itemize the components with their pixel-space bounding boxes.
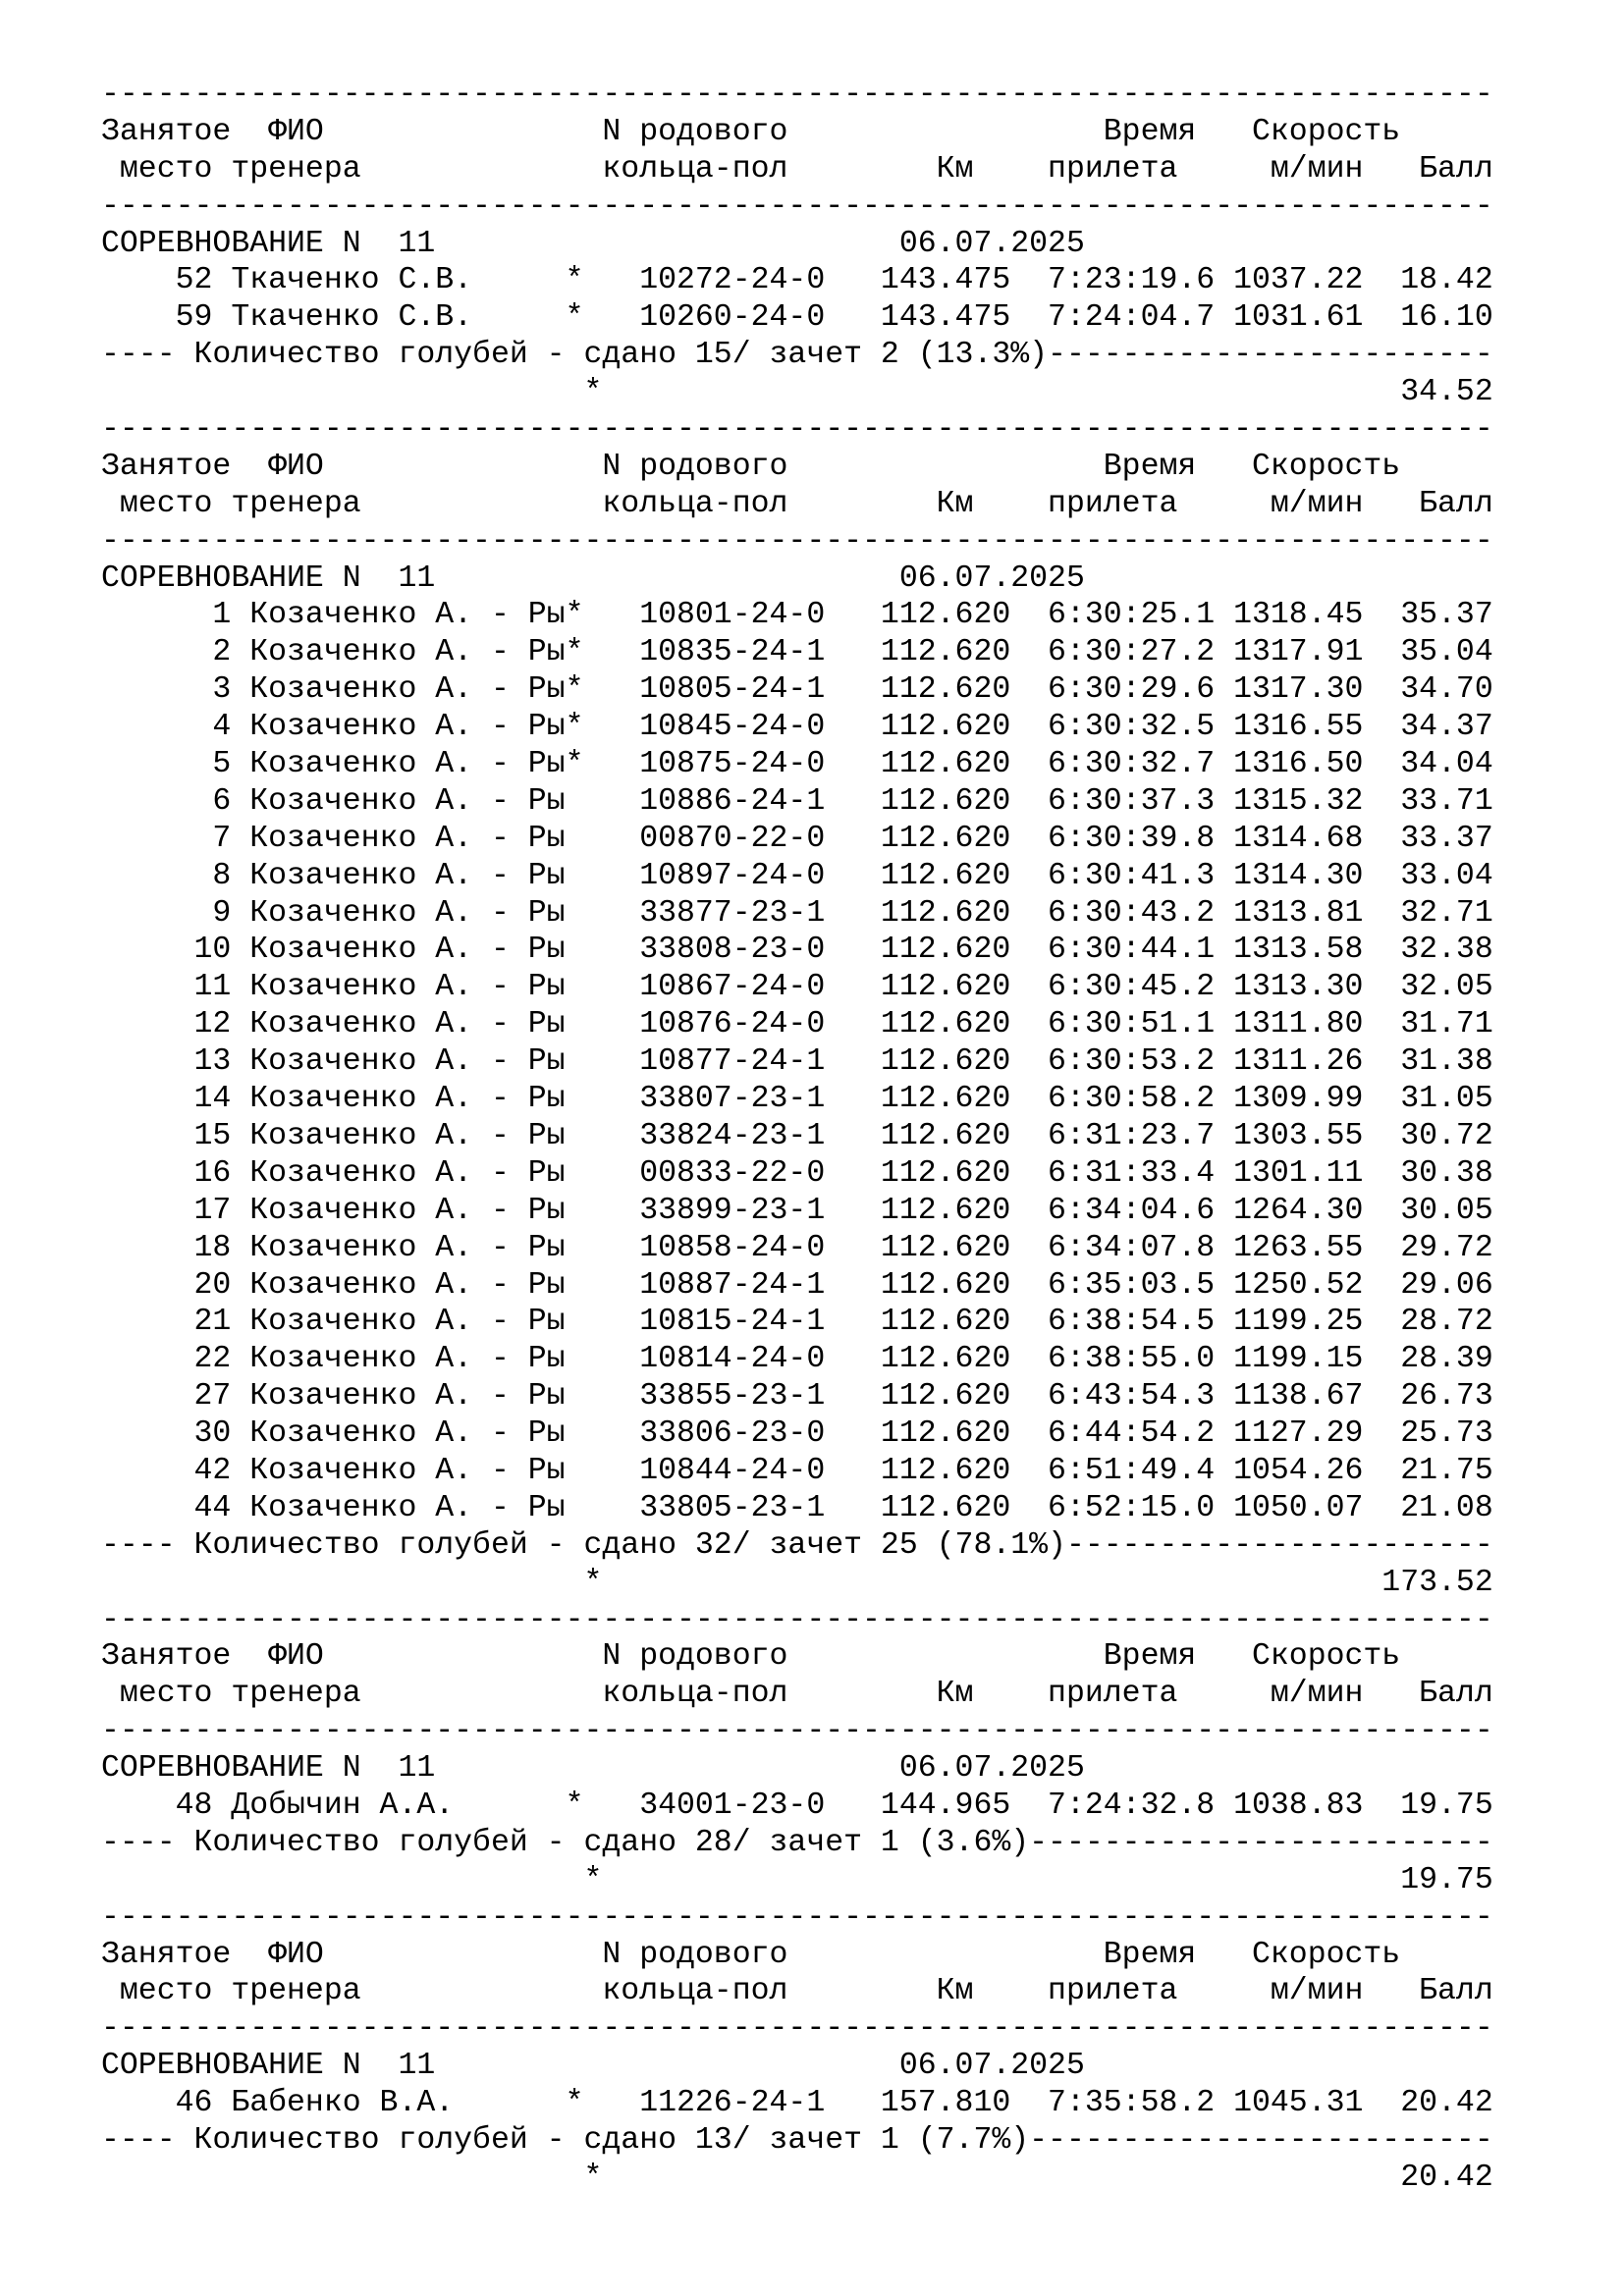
table-header-line-1: Занятое ФИО N родового Время Скорость [101,449,1493,484]
table-row: 21 Козаченко А. - Ры 10815-24-1 112.620 6:38:54.5 1199.25 28.72 [101,1305,1493,1340]
separator-line: --------------------------------------------------------------------------- [101,1714,1493,1749]
table-row: 11 Козаченко А. - Ры 10867-24-0 112.620 6:30:45.2 1313.30 32.05 [101,970,1493,1005]
table-row: 20 Козаченко А. - Ры 10887-24-1 112.620 6:35:03.5 1250.52 29.06 [101,1267,1493,1303]
table-row: 59 Ткаченко С.В. * 10260-24-0 143.475 7:24:04.7 1031.61 16.10 [101,300,1493,336]
table-header-line-2: место тренера кольца-пол Км прилета м/мин Балл [101,1974,1493,2009]
table-row: 48 Добычин А.А. * 34001-23-0 144.965 7:24:32.8 1038.83 19.75 [101,1788,1493,1823]
table-header-line-2: место тренера кольца-пол Км прилета м/мин Балл [101,486,1493,521]
table-row: 52 Ткаченко С.В. * 10272-24-0 143.475 7:23:19.6 1037.22 18.42 [101,263,1493,298]
race-results-report [101,77,1493,2197]
table-header-line-2: место тренера кольца-пол Км прилета м/мин Балл [101,151,1493,187]
table-header-line-1: Занятое ФИО N родового Время Скорость [101,1639,1493,1675]
table-row: 9 Козаченко А. - Ры 33877-23-1 112.620 6:30:43.2 1313.81 32.71 [101,895,1493,931]
table-row: 27 Козаченко А. - Ры 33855-23-1 112.620 6:43:54.3 1138.67 26.73 [101,1379,1493,1415]
summary-line: ---- Количество голубей - сдано 28/ зачет 1 (3.6%)------------------------- [101,1825,1493,1860]
separator-line: --------------------------------------------------------------------------- [101,412,1493,448]
separator-line: --------------------------------------------------------------------------- [101,523,1493,559]
table-row: 10 Козаченко А. - Ры 33808-23-0 112.620 6:30:44.1 1313.58 32.38 [101,933,1493,968]
separator-line: --------------------------------------------------------------------------- [101,78,1493,112]
table-header-line-1: Занятое ФИО N родового Время Скорость [101,114,1493,149]
section-title-line: СОРЕВНОВАНИЕ N 11 06.07.2025 [101,2049,1493,2084]
table-row: 1 Козаченко А. - Ры* 10801-24-0 112.620 6:30:25.1 1318.45 35.37 [101,598,1493,633]
table-row: 7 Козаченко А. - Ры 00870-22-0 112.620 6:30:39.8 1314.68 33.37 [101,821,1493,856]
separator-line: --------------------------------------------------------------------------- [101,1602,1493,1637]
table-row: 8 Козаченко А. - Ры 10897-24-0 112.620 6:30:41.3 1314.30 33.04 [101,858,1493,893]
table-header-line-1: Занятое ФИО N родового Время Скорость [101,1937,1493,1972]
table-row: 5 Козаченко А. - Ры* 10875-24-0 112.620 6:30:32.7 1316.50 34.04 [101,747,1493,782]
table-row: 4 Козаченко А. - Ры* 10845-24-0 112.620 6:30:32.5 1316.55 34.37 [101,710,1493,745]
separator-line: --------------------------------------------------------------------------- [101,2011,1493,2047]
table-row: 18 Козаченко А. - Ры 10858-24-0 112.620 6:34:07.8 1263.55 29.72 [101,1230,1493,1265]
table-row: 15 Козаченко А. - Ры 33824-23-1 112.620 6:31:23.7 1303.55 30.72 [101,1118,1493,1153]
total-line: * 173.52 [101,1565,1493,1600]
separator-line: --------------------------------------------------------------------------- [101,1899,1493,1935]
section-title-line: СОРЕВНОВАНИЕ N 11 06.07.2025 [101,226,1493,261]
total-line: * 34.52 [101,375,1493,410]
total-line: * 19.75 [101,1862,1493,1897]
table-row: 3 Козаченко А. - Ры* 10805-24-1 112.620 6:30:29.6 1317.30 34.70 [101,672,1493,708]
table-row: 13 Козаченко А. - Ры 10877-24-1 112.620 6:30:53.2 1311.26 31.38 [101,1044,1493,1080]
table-row: 14 Козаченко А. - Ры 33807-23-1 112.620 6:30:58.2 1309.99 31.05 [101,1082,1493,1117]
table-row: 6 Козаченко А. - Ры 10886-24-1 112.620 6:30:37.3 1315.32 33.71 [101,783,1493,819]
total-line: * 20.42 [101,2160,1493,2195]
table-row: 30 Козаченко А. - Ры 33806-23-0 112.620 6:44:54.2 1127.29 25.73 [101,1416,1493,1452]
table-row: 22 Козаченко А. - Ры 10814-24-0 112.620 6:38:55.0 1199.15 28.39 [101,1342,1493,1377]
summary-line: ---- Количество голубей - сдано 32/ зачет 25 (78.1%)----------------------- [101,1527,1493,1563]
table-header-line-2: место тренера кольца-пол Км прилета м/мин Балл [101,1677,1493,1712]
table-row: 12 Козаченко А. - Ры 10876-24-0 112.620 6:30:51.1 1311.80 31.71 [101,1007,1493,1042]
summary-line: ---- Количество голубей - сдано 13/ зачет 1 (7.7%)------------------------- [101,2122,1493,2158]
table-row: 2 Козаченко А. - Ры* 10835-24-1 112.620 6:30:27.2 1317.91 35.04 [101,635,1493,670]
summary-line: ---- Количество голубей - сдано 15/ зачет 2 (13.3%)------------------------ [101,338,1493,373]
separator-line: --------------------------------------------------------------------------- [101,188,1493,224]
table-row: 46 Бабенко В.А. * 11226-24-1 157.810 7:35:58.2 1045.31 20.42 [101,2086,1493,2121]
section-title-line: СОРЕВНОВАНИЕ N 11 06.07.2025 [101,561,1493,596]
table-row: 42 Козаченко А. - Ры 10844-24-0 112.620 6:51:49.4 1054.26 21.75 [101,1453,1493,1488]
section-title-line: СОРЕВНОВАНИЕ N 11 06.07.2025 [101,1751,1493,1787]
table-row: 16 Козаченко А. - Ры 00833-22-0 112.620 6:31:33.4 1301.11 30.38 [101,1155,1493,1191]
table-row: 17 Козаченко А. - Ры 33899-23-1 112.620 6:34:04.6 1264.30 30.05 [101,1193,1493,1228]
table-row: 44 Козаченко А. - Ры 33805-23-1 112.620 6:52:15.0 1050.07 21.08 [101,1490,1493,1525]
